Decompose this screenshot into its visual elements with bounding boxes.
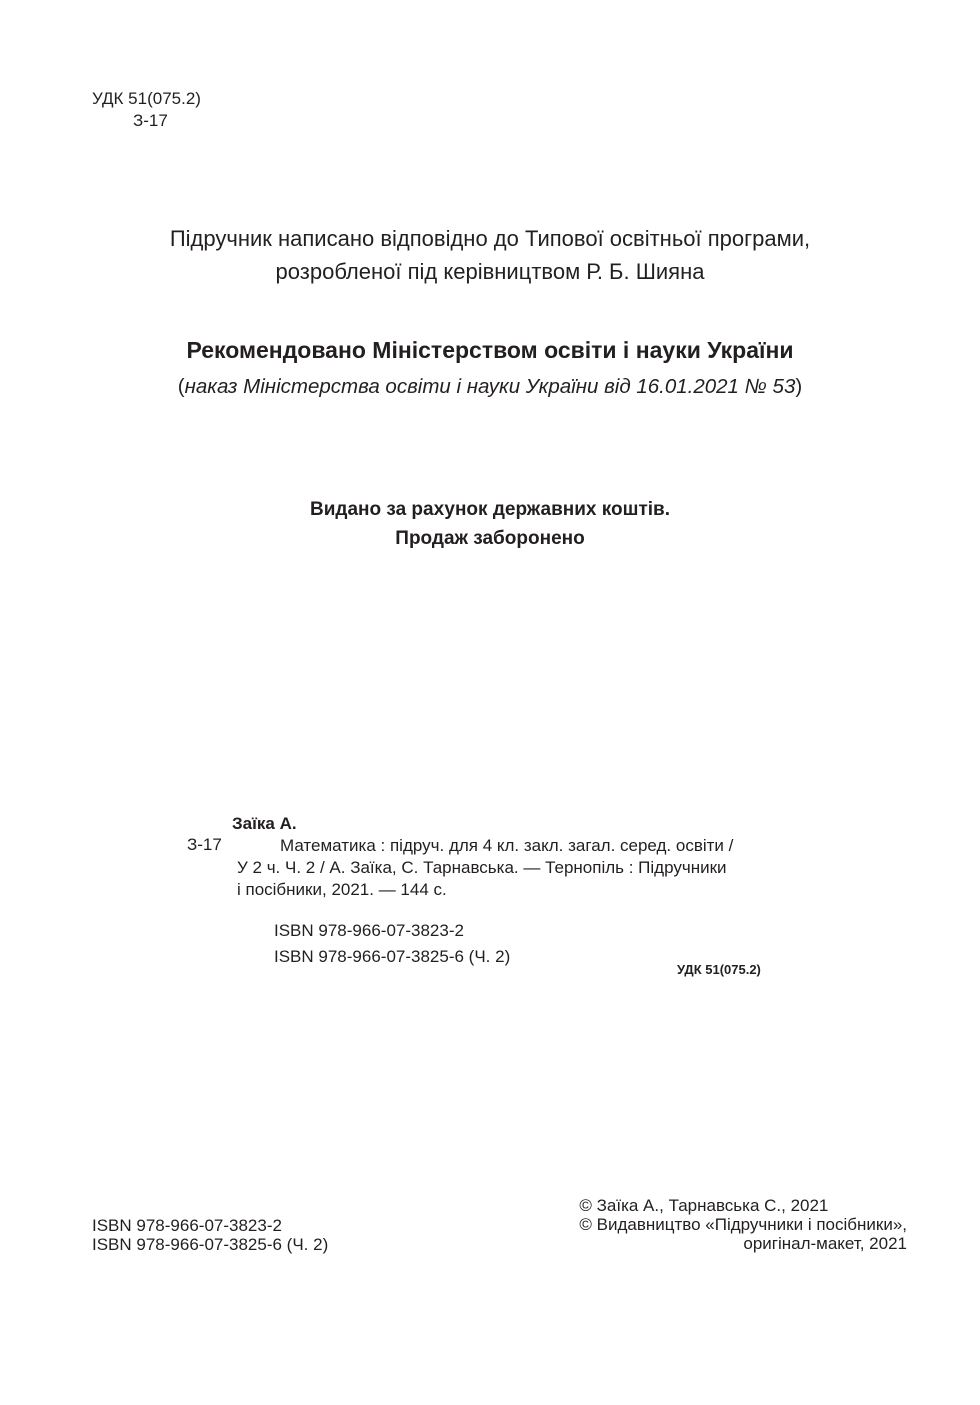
copyright-block bbox=[579, 1196, 907, 1253]
bottom-isbn bbox=[92, 1216, 328, 1254]
intro-line-2: розробленої під керівництвом Р. Б. Шияна bbox=[275, 259, 705, 284]
udk-header bbox=[92, 88, 201, 132]
catalog-desc-line-2: У 2 ч. Ч. 2 / А. Заїка, С. Тарнавська. — Тернопіль : Підручники bbox=[237, 858, 727, 877]
bottom-isbn-2: ISBN 978-966-07-3825-6 (Ч. 2) bbox=[92, 1235, 329, 1254]
funding-line-1: Видано за рахунок державних коштів. bbox=[309, 499, 671, 520]
copyright-line-3: оригінал-макет, 2021 bbox=[743, 1234, 907, 1253]
author-mark: З-17 bbox=[133, 111, 168, 130]
recommendation-order bbox=[0, 375, 980, 399]
catalog-code: З-17 bbox=[187, 835, 222, 854]
copyright-line-1: © Заїка А., Тарнавська С., 2021 bbox=[579, 1196, 829, 1215]
order-close-paren: ) bbox=[795, 375, 803, 398]
catalog-description bbox=[237, 835, 733, 901]
catalog-isbn bbox=[274, 918, 510, 970]
catalog-isbn-2: ISBN 978-966-07-3825-6 (Ч. 2) bbox=[274, 947, 511, 966]
udk-code: УДК 51(075.2) bbox=[92, 89, 201, 108]
intro-text bbox=[0, 222, 980, 288]
intro-line-1: Підручник написано відповідно до Типової освітньої програми, bbox=[169, 226, 811, 251]
catalog-desc-line-1: Математика : підруч. для 4 кл. закл. загал. серед. освіти / bbox=[280, 836, 734, 855]
order-open-paren: ( bbox=[177, 375, 185, 398]
catalog-desc-line-3: і посібники, 2021. — 144 с. bbox=[237, 880, 447, 899]
funding-notice bbox=[0, 495, 980, 553]
copyright-line-2: © Видавництво «Підручники і посібники», bbox=[579, 1215, 907, 1234]
bottom-isbn-1: ISBN 978-966-07-3823-2 bbox=[92, 1216, 282, 1235]
recommendation-title: Рекомендовано Міністерством освіти і науки України bbox=[186, 337, 794, 363]
catalog-udk: УДК 51(075.2) bbox=[677, 962, 761, 977]
order-text: наказ Міністерства освіти і науки України від 16.01.2021 № 53 bbox=[184, 375, 796, 398]
funding-line-2: Продаж заборонено bbox=[395, 528, 585, 549]
catalog-isbn-1: ISBN 978-966-07-3823-2 bbox=[274, 921, 464, 940]
catalog-author: Заїка А. bbox=[232, 814, 297, 833]
